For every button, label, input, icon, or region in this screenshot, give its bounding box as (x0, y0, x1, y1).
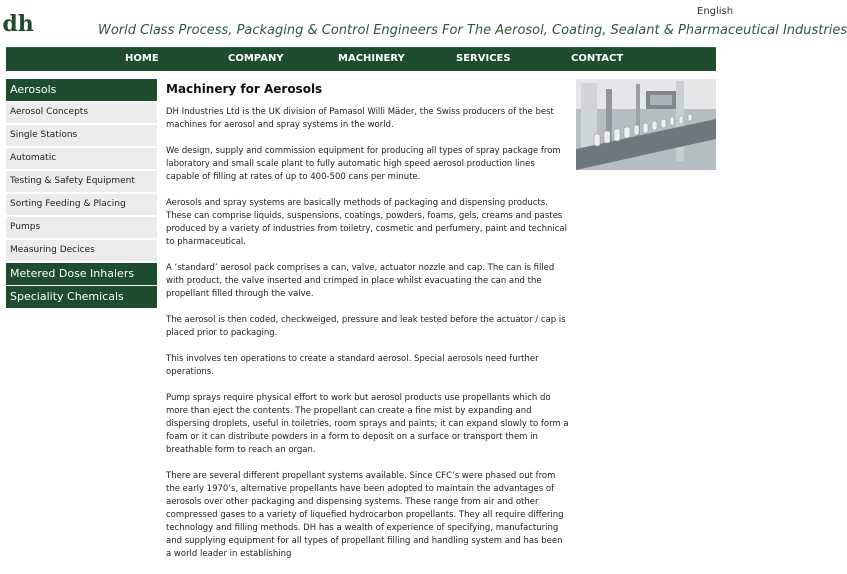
content-paragraph: A ‘standard’ aerosol pack comprises a can, valve, actuator nozzle and cap. The can is filled with product, the valve inserted and crimped in place whilst evacuating the can and the propellant filled through the valve. (166, 263, 555, 299)
nav-company[interactable]: COMPANY (228, 53, 284, 64)
main-content (166, 82, 570, 574)
sidebar-item-single-stations[interactable]: Single Stations (6, 125, 157, 147)
logo-text: dh (2, 11, 34, 37)
page-title: Machinery for Aerosols (166, 82, 323, 96)
sidebar-item-sorting-feeding[interactable]: Sorting Feeding & Placing (6, 194, 157, 216)
main-navigation (6, 47, 716, 71)
content-paragraph: Pump sprays require physical effort to work but aerosol products use propellants which do more than eject the contents. The propellant can create a fine mist by expanding and dispersing droplets, useful in toiletries, room sprays and paints; it can expand slowly to form a foam or it can distribute powders in a form to deposit on a surface or transport them in breathable form to reach an organ. (166, 393, 569, 455)
sidebar-item-aerosol-concepts[interactable]: Aerosol Concepts (6, 102, 157, 124)
sidebar-item-pumps[interactable]: Pumps (6, 217, 157, 239)
nav-machinery[interactable]: MACHINERY (338, 53, 405, 64)
site-tagline: World Class Process, Packaging & Control Engineers For The Aerosol, Coating, Sealant & Pharmaceutical Industries (98, 23, 847, 38)
content-paragraph: There are several different propellant systems available. Since CFC’s were phased out from the early 1970’s, alternative propellants have been adopted to maintain the advantages of aerosols over other packaging and dispensing systems. These range from air and other compressed gases to a variety of liquefied hydrocarbon propellants. They all require differing technology and filling methods. DH has a wealth of experience of specifying, manufacturing and supplying equipment for all types of propellant filling and handling system and has been a world leader in establishing (166, 471, 564, 559)
sidebar-item-measuring-devices[interactable]: Measuring Decices (6, 240, 157, 262)
sidebar-item-metered-dose-inhalers[interactable]: Metered Dose Inhalers (6, 263, 157, 285)
language-selector[interactable]: English (697, 6, 734, 17)
content-paragraph: This involves ten operations to create a standard aerosol. Special aerosols need further operations. (166, 354, 539, 377)
sidebar-item-automatic[interactable]: Automatic (6, 148, 157, 170)
sidebar-item-speciality-chemicals[interactable]: Speciality Chemicals (6, 286, 157, 308)
content-paragraph: The aerosol is then coded, checkweiged, pressure and leak tested before the actuator / cap is placed prior to packaging. (166, 315, 566, 338)
production-line-photo (576, 79, 716, 170)
nav-home[interactable]: HOME (125, 53, 159, 64)
sidebar-item-testing-safety[interactable]: Testing & Safety Equipment (6, 171, 157, 193)
sidebar-item-aerosols[interactable]: Aerosols (6, 79, 157, 101)
nav-services[interactable]: SERVICES (456, 53, 511, 64)
sidebar-menu (6, 79, 157, 309)
content-paragraph: DH Industries Ltd is the UK division of Pamasol Willi Mäder, the Swiss producers of the best machines for aerosol and spray systems in the world. (166, 107, 554, 130)
dh-logo[interactable] (2, 6, 34, 37)
content-paragraph: We design, supply and commission equipment for producing all types of spray package from laboratory and small scale plant to fully automatic high speed aerosol production lines capable of filling at rates of up to 400-500 cans per minute. (166, 146, 561, 182)
content-paragraph: Aerosols and spray systems are basically methods of packaging and dispensing products. These can comprise liquids, suspensions, coatings, powders, foams, gels, creams and pastes produced by a variety of industries from toiletry, cosmetic and perfumery, paint and technical to pharmaceutical. (166, 198, 567, 247)
nav-contact[interactable]: CONTACT (571, 53, 624, 64)
production-line-illustration (576, 79, 716, 170)
